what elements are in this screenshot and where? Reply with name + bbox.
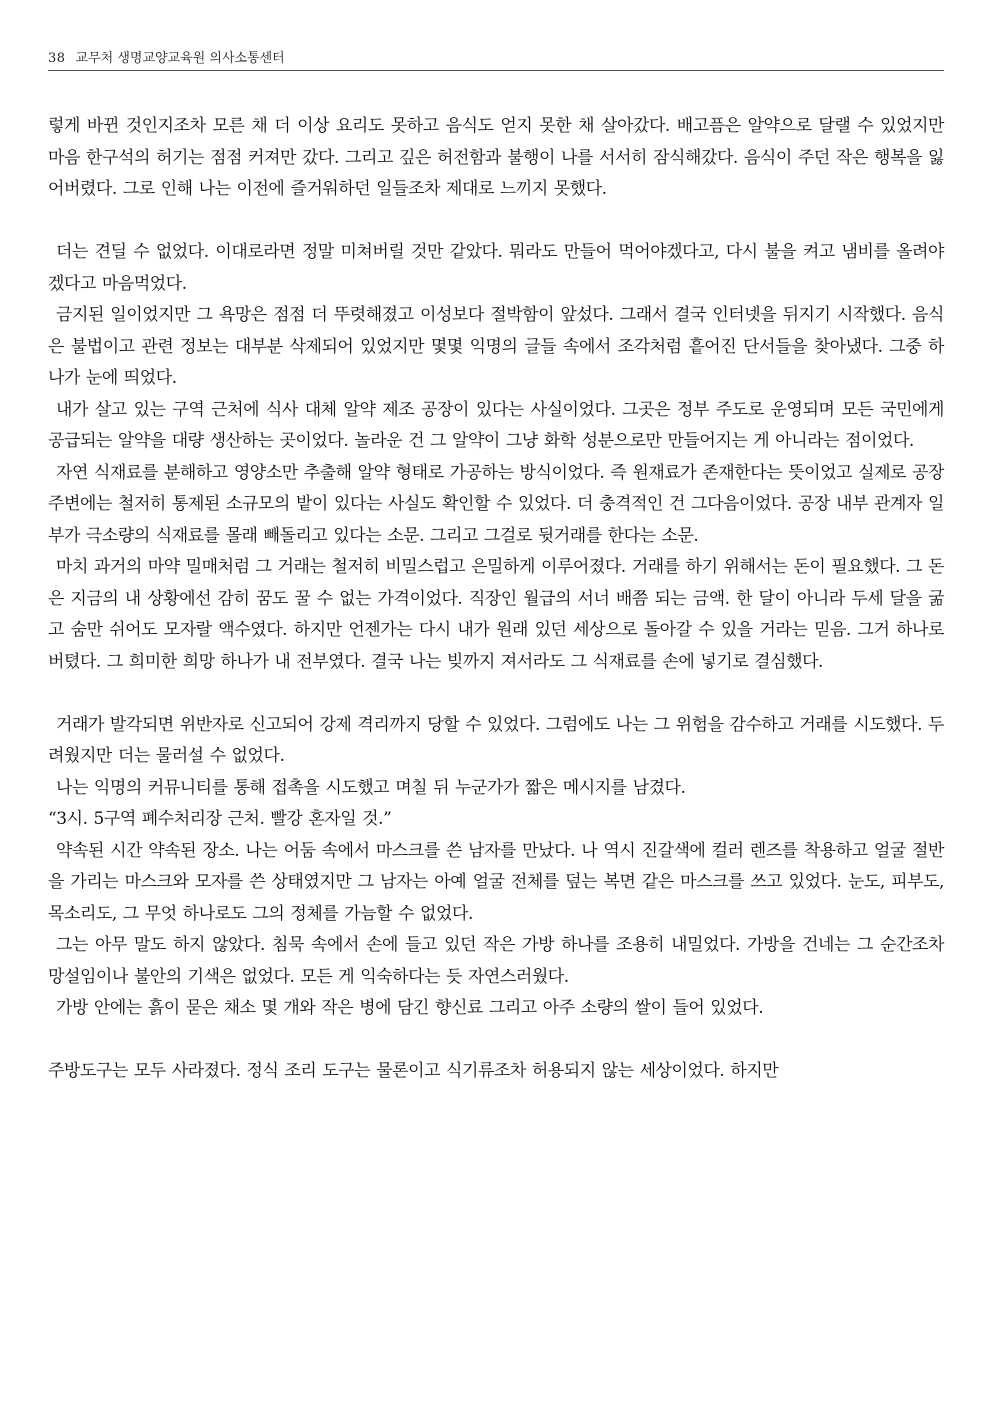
paragraph: 내가 살고 있는 구역 근처에 식사 대체 알약 제조 공장이 있다는 사실이었다. 그곳은 정부 주도로 운영되며 모든 국민에게 공급되는 알약을 대량 생산하는 곳이었다. 놀라운 건 그 알약이 그냥 화학 성분으로만 만들어지는 게 아니라는 점이었다. (48, 399, 944, 451)
paragraph: 주방도구는 모두 사라졌다. 정식 조리 도구는 물론이고 식기류조차 허용되지 않는 세상이었다. 하지만 (48, 1061, 779, 1081)
paragraph: 나는 익명의 커뮤니티를 통해 접촉을 시도했고 며칠 뒤 누군가가 짧은 메시지를 남겼다. (56, 777, 686, 798)
page-number: 38 (48, 51, 66, 66)
paragraph: 더는 견딜 수 없었다. 이대로라면 정말 미쳐버릴 것만 같았다. 뭐라도 만들어 먹어야겠다고, 다시 불을 켜고 냄비를 올려야겠다고 마음먹었다. (48, 242, 944, 294)
body-text (48, 111, 944, 1088)
paragraph: 마치 과거의 마약 밀매처럼 그 거래는 철저히 비밀스럽고 은밀하게 이루어졌다. 거래를 하기 위해서는 돈이 필요했다. 그 돈은 지금의 내 상황에선 감히 꿈도 꿀 수 없는 가격이었다. 직장인 월급의 서너 배쯤 되는 금액. 한 달이 아니라 두세 달을 굶고 숨만 쉬어도 모자랄 액수였다. 하지만 언젠가는 다시 내가 원래 있던 세상으로 돌아갈 수 있을 거라는 믿음. 그거 하나로 버텼다. 그 희미한 희망 하나가 내 전부였다. 결국 나는 빚까지 져서라도 그 식재료를 손에 넣기로 결심했다. (48, 557, 944, 672)
header-title: 교무처 생명교양교육원 의사소통센터 (75, 51, 285, 66)
paragraph: 가방 안에는 흙이 묻은 채소 몇 개와 작은 병에 담긴 향신료 그리고 아주 소량의 쌀이 들어 있었다. (56, 998, 764, 1018)
paragraph: 렇게 바뀐 것인지조차 모른 채 더 이상 요리도 못하고 음식도 얻지 못한 채 살아갔다. 배고픔은 알약으로 달랠 수 있었지만 마음 한구석의 허기는 점점 커져만 갔다. 그리고 깊은 허전함과 불행이 나를 서서히 잠식해갔다. 음식이 주던 작은 행복을 잃어버렸다. 그로 인해 나는 이전에 즐거워하던 일들조차 제대로 느끼지 못했다. (48, 116, 944, 199)
paragraph: 자연 식재료를 분해하고 영양소만 추출해 알약 형태로 가공하는 방식이었다. 즉 원재료가 존재한다는 뜻이었고 실제로 공장 주변에는 철저히 통제된 소규모의 밭이 있다는 사실도 확인할 수 있었다. 더 충격적인 건 그다음이었다. 공장 내부 관계자 일부가 극소량의 식재료를 몰래 빼돌리고 있다는 소문. 그리고 그걸로 뒷거래를 한다는 소문. (48, 462, 944, 546)
paragraph: 금지된 일이었지만 그 욕망은 점점 더 뚜렷해졌고 이성보다 절박함이 앞섰다. 그래서 결국 인터넷을 뒤지기 시작했다. 음식은 불법이고 관련 정보는 대부분 삭제되어 있었지만 몇몇 익명의 글들 속에서 조각처럼 흩어진 단서들을 찾아냈다. 그중 하나가 눈에 띄었다. (48, 305, 944, 388)
paragraph: 그는 아무 말도 하지 않았다. 침묵 속에서 손에 들고 있던 작은 가방 하나를 조용히 내밀었다. 가방을 건네는 그 순간조차 망설임이나 불안의 기색은 없었다. 모든 게 익숙하다는 듯 자연스러웠다. (48, 935, 944, 987)
quote-paragraph: “3시. 5구역 폐수처리장 근처. 빨강 혼자일 것.” (48, 809, 392, 829)
paragraph: 거래가 발각되면 위반자로 신고되어 강제 격리까지 당할 수 있었다. 그럼에도 나는 그 위험을 감수하고 거래를 시도했다. 두려웠지만 더는 물러설 수 없었다. (48, 714, 944, 766)
page-header (48, 47, 944, 66)
paragraph: 약속된 시간 약속된 장소. 나는 어둠 속에서 마스크를 쓴 남자를 만났다. 나 역시 진갈색에 컬러 렌즈를 착용하고 얼굴 절반을 가리는 마스크와 모자를 쓴 상태였지만 그 남자는 아예 얼굴 전체를 덮는 복면 같은 마스크를 쓰고 있었다. 눈도, 피부도, 목소리도, 그 무엇 하나로도 그의 정체를 가늠할 수 없었다. (48, 840, 944, 924)
header-divider (48, 70, 944, 71)
